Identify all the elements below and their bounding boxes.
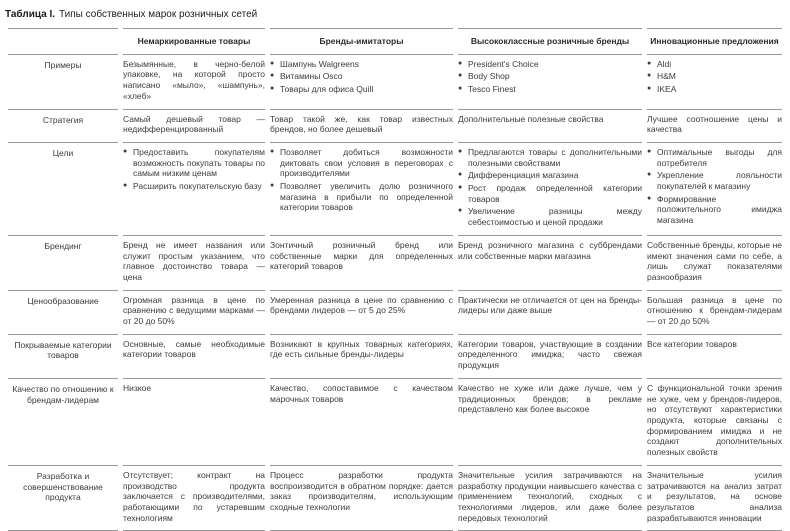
table-cell: Лучшее соотношение цены и качества [647,110,782,143]
bullet-item [647,147,782,168]
table-row [8,55,782,110]
bullet-item [458,147,642,168]
table-cell: Значительные усилия затрачиваются на анализ затрат и результатов, на основе результатов анализа разрабатываются инновации [647,466,782,531]
table-cell [270,143,453,236]
table-cell: Дополнительные полезные свойства [458,110,642,143]
bullet-icon: ● [270,59,275,67]
bullet-item [647,194,782,226]
table-cell: Процесс разработки продукта воспроизводится в обратном порядке: дается заказ производителям, использующим сходные технологии [270,466,453,531]
bullet-icon: ● [458,72,463,80]
bullet-text: Товары для офиса Quill [280,84,374,95]
table-row [8,466,782,531]
bullet-text: Позволяет добиться возможности диктовать свои условия в переговорах с производителями [280,146,453,179]
bullet-item [123,147,265,179]
bullet-icon: ● [458,171,463,179]
table-cell: Бренд не имеет названия или служит простым указанием, что главное достоинство товара — цена [123,236,265,291]
bullet-item [270,147,453,179]
table-cell: С функциональной точки зрения не хуже, чем у брендов-лидеров, но отсутствуют характеристики продукта, которые связаны с формированием имиджа и не создают дополнительных полезных свойств [647,379,782,466]
table-cell: Категории товаров, участвующие в создании определенного имиджа; часто свежая продукция [458,335,642,379]
table-cell: Основные, самые необходимые категории товаров [123,335,265,379]
bullet-item [270,71,453,82]
table-cell: Товар такой же, как товар известных брендов, но более дешевый [270,110,453,143]
bullet-item [270,181,453,213]
header-row [8,28,782,55]
bullet-item [270,84,453,95]
table-cell: Зонтичный розничный бренд или собственные марки для определенных категорий товаров [270,236,453,291]
bullet-item [458,170,642,181]
bullet-text: Оптимальные выгоды для потребителя [657,146,782,168]
table-title-text: Типы собственных марок розничных сетей [59,9,258,20]
bullet-item [458,71,642,82]
table-cell: Низкое [123,379,265,466]
bullet-icon: ● [123,182,128,190]
table-cell: Безымянные, в черно-белой упаковке, на которой просто написано «мыло», «шампунь», «хлеб» [123,55,265,110]
row-label: Цели [8,143,118,236]
bullet-text: Предоставить покупателям возможность покупать товары по самым низким ценам [133,146,265,179]
bullet-item [458,183,642,204]
bullet-icon: ● [647,171,652,179]
corner-cell [8,28,118,55]
row-label: Покрываемые категории товаров [8,335,118,379]
bullet-text: H&M [657,71,676,82]
bullet-text: Tesco Finest [468,84,516,95]
bullet-item [647,59,782,70]
column-header-imitators: Бренды-имитаторы [270,28,453,55]
row-label: Примеры [8,55,118,110]
table-cell: Собственные бренды, которые не имеют значения сами по себе, а лишь служат показателями разнообразия [647,236,782,291]
table-row [8,291,782,335]
table-cell: Умеренная разница в цене по сравнению с брендами лидеров — от 5 до 25% [270,291,453,335]
table-title-label: Таблица I. [5,9,56,20]
table-row [8,110,782,143]
bullet-text: Увеличение разницы между себестоимостью и ценой продажи [468,206,642,228]
bullet-item [458,84,642,95]
table-cell: Отсутствует; контракт на производство продукта заключается с производителями, работающими по устаревшим технологиям [123,466,265,531]
table-cell [458,143,642,236]
table-body [8,55,782,531]
row-label: Ценообразование [8,291,118,335]
bullet-icon: ● [270,147,275,155]
table-title [5,8,787,21]
row-label: Разработка и совершенствование продукта [8,466,118,531]
row-label: Качество по отношению к брендам-лидерам [8,379,118,466]
bullet-item [647,84,782,95]
table-cell: Все категории товаров [647,335,782,379]
table-row [8,335,782,379]
bullet-text: President's Choice [468,58,539,69]
bullet-text: Шампунь Walgreens [280,58,360,69]
bullet-text: Предлагаются товары с дополнительными полезными свойствами [468,146,642,168]
row-label: Брендинг [8,236,118,291]
table-cell: Огромная разница в цене по сравнению с ведущими марками — от 20 до 50% [123,291,265,335]
bullet-text: Рост продаж определенной категории товаров [468,183,642,204]
bullet-text: Формирование положительного имиджа магазина [657,193,782,226]
table-cell: Самый дешевый товар — недифференцированный [123,110,265,143]
column-header-unbranded: Немаркированные товары [123,28,265,55]
table-cell [123,143,265,236]
bullet-item [647,71,782,82]
bullet-icon: ● [458,207,463,215]
bullet-text: Витамины Osco [280,71,343,82]
bullet-item [123,181,265,192]
bullet-icon: ● [270,85,275,93]
bullet-text: Дифференциация магазина [468,170,579,181]
row-label: Стратегия [8,110,118,143]
table-cell [647,143,782,236]
bullet-icon: ● [123,147,128,155]
private-label-types-table [3,28,787,531]
bullet-icon: ● [458,59,463,67]
bullet-icon: ● [458,147,463,155]
bullet-icon: ● [647,194,652,202]
bullet-text: IKEA [657,84,677,95]
table-row [8,379,782,466]
bullet-item [647,170,782,191]
table-cell: Качество не хуже или даже лучше, чем у традиционных брендов; в рекламе представлено как более высокое [458,379,642,466]
bullet-item [458,206,642,227]
bullet-icon: ● [647,147,652,155]
bullet-text: Aldi [657,58,672,69]
bullet-icon: ● [647,72,652,80]
column-header-premium: Высококлассные розничные бренды [458,28,642,55]
bullet-icon: ● [458,85,463,93]
table-cell [270,55,453,110]
table-cell: Большая разница в цене по отношению к брендам-лидерам — от 20 до 50% [647,291,782,335]
bullet-icon: ● [458,184,463,192]
bullet-item [270,59,453,70]
table-cell: Практически не отличается от цен на бренды-лидеры или даже выше [458,291,642,335]
bullet-icon: ● [270,72,275,80]
bullet-text: Расширить покупательскую базу [133,181,262,192]
table-cell: Качество, сопоставимое с качеством марочных товаров [270,379,453,466]
table-cell [458,55,642,110]
bullet-text: Укрепление лояльности покупателей к магазину [657,170,782,192]
bullet-text: Body Shop [468,71,510,82]
table-row [8,236,782,291]
table-row [8,143,782,236]
table-cell [647,55,782,110]
table-cell: Значительные усилия затрачиваются на разработку продукции наивысшего качества с применением технологий, сходных с технологиями лидеров, или даже более передовых технологий [458,466,642,531]
table-cell: Возникают в крупных товарных категориях, где есть сильные бренды-лидеры [270,335,453,379]
bullet-icon: ● [270,182,275,190]
column-header-innovative: Инновационные предложения [647,28,782,55]
bullet-text: Позволяет увеличить долю розничного магазина в прибыли по определенной категории товаров [280,181,453,213]
bullet-icon: ● [647,59,652,67]
bullet-icon: ● [647,85,652,93]
bullet-item [458,59,642,70]
table-cell: Бренд розничного магазина с суббрендами или собственные марки магазина [458,236,642,291]
